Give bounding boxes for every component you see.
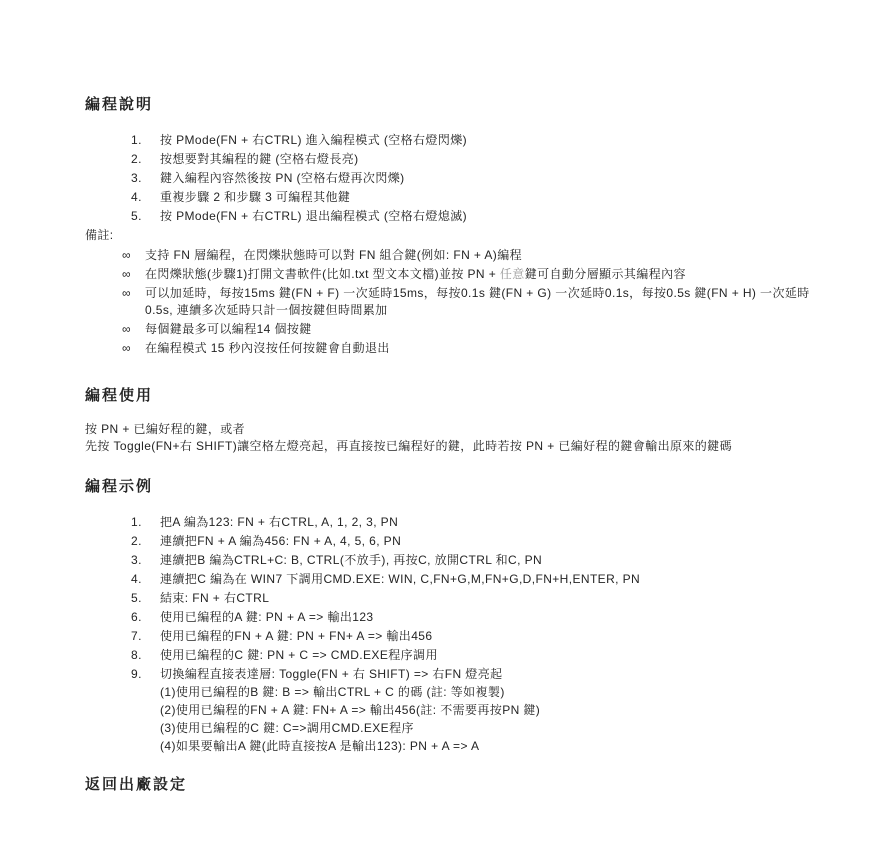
infinity-bullet-icon: ∞ — [122, 248, 131, 262]
list-number: 3. — [131, 553, 142, 567]
notes-list — [85, 247, 815, 357]
list-number: 7. — [131, 629, 142, 643]
instruction-steps-list — [85, 133, 815, 223]
list-item — [131, 610, 815, 624]
note-text — [145, 266, 815, 283]
list-text: 把A 編為123: FN + 右CTRL, A, 1, 2, 3, PN — [160, 515, 399, 529]
list-number: 2. — [131, 152, 142, 166]
list-item — [122, 285, 815, 319]
list-number: 8. — [131, 648, 142, 662]
list-text: 按 PMode(FN + 右CTRL) 退出編程模式 (空格右燈熄滅) — [160, 209, 468, 223]
example-steps-list — [85, 515, 815, 755]
list-item — [131, 667, 815, 755]
list-item — [131, 190, 815, 204]
usage-line: 先按 Toggle(FN+右 SHIFT)讓空格左燈亮起，再直接按已編程好的鍵，此時若按 PN + 已編好程的鍵會輸出原來的鍵碼 — [85, 439, 732, 453]
list-number: 1. — [131, 133, 142, 147]
list-text: 重複步驟 2 和步驟 3 可編程其他鍵 — [160, 190, 351, 204]
list-number: 3. — [131, 171, 142, 185]
usage-section — [85, 388, 815, 455]
infinity-bullet-icon: ∞ — [122, 286, 131, 300]
list-item — [131, 133, 815, 147]
list-text: 使用已編程的A 鍵: PN + A => 輸出123 — [160, 610, 374, 624]
list-number: 9. — [131, 667, 142, 681]
list-number: 2. — [131, 534, 142, 548]
infinity-bullet-icon: ∞ — [122, 267, 131, 281]
note-text: 在編程模式 15 秒內沒按任何按鍵會自動退出 — [145, 341, 390, 355]
list-item — [131, 534, 815, 548]
sub-step-line: (2)使用已編程的FN + A 鍵: FN+ A => 輸出456(註: 不需要再按PN 鍵) — [160, 703, 541, 717]
note-text-muted-segment: 任意 — [499, 267, 525, 281]
example-sub-steps — [160, 683, 815, 755]
section-title-programming-examples: 編程示例 — [85, 478, 154, 495]
list-text: 連續把FN + A 編為456: FN + A, 4, 5, 6, PN — [160, 534, 402, 548]
infinity-bullet-icon: ∞ — [122, 341, 131, 355]
usage-line: 按 PN + 已編好程的鍵，或者 — [85, 422, 246, 436]
list-text: 連續把C 編為在 WIN7 下調用CMD.EXE: WIN, C,FN+G,M,FN+G,D,FN+H,ENTER, PN — [160, 572, 641, 586]
factory-reset-section — [85, 777, 815, 793]
list-text: 結束: FN + 右CTRL — [160, 591, 270, 605]
list-item — [131, 171, 815, 185]
list-number: 5. — [131, 209, 142, 223]
note-text-segment: 鍵可自動分層顯示其編程內容 — [524, 267, 686, 281]
note-text: 每個鍵最多可以編程14 個按鍵 — [145, 322, 312, 336]
list-item — [122, 247, 815, 264]
list-text: 連續把B 編為CTRL+C: B, CTRL(不放手), 再按C, 放開CTRL 和C, PN — [160, 553, 543, 567]
list-text-line: 切換編程直接表達層: Toggle(FN + 右 SHIFT) => 右FN 燈亮起 — [160, 667, 503, 681]
section-title-programming-usage: 編程使用 — [85, 387, 154, 404]
list-item — [131, 572, 815, 586]
list-item — [131, 629, 815, 643]
examples-section — [85, 479, 815, 755]
list-number: 1. — [131, 515, 142, 529]
list-item — [122, 321, 815, 338]
list-number: 4. — [131, 572, 142, 586]
sub-step-line: (1)使用已編程的B 鍵: B => 輸出CTRL + C 的碼 (註: 等如複製) — [160, 685, 505, 699]
list-item — [131, 591, 815, 605]
section-title-factory-reset: 返回出廠設定 — [85, 776, 188, 793]
list-number: 5. — [131, 591, 142, 605]
sub-step-line: (3)使用已編程的C 鍵: C=>調用CMD.EXE程序 — [160, 721, 414, 735]
list-item — [131, 648, 815, 662]
list-item — [131, 553, 815, 567]
list-item — [122, 266, 815, 283]
list-item — [131, 152, 815, 166]
list-text: 按想要對其編程的鍵 (空格右燈長亮) — [160, 152, 359, 166]
list-item — [131, 209, 815, 223]
list-text: 鍵入編程內容然後按 PN (空格右燈再次閃爍) — [160, 171, 405, 185]
section-title-programming-instructions: 編程說明 — [85, 96, 154, 113]
list-number: 4. — [131, 190, 142, 204]
list-text: 使用已編程的C 鍵: PN + C => CMD.EXE程序調用 — [160, 648, 438, 662]
list-number: 6. — [131, 610, 142, 624]
sub-step-line: (4)如果要輸出A 鍵(此時直接按A 是輸出123): PN + A => A — [160, 739, 480, 753]
list-item — [122, 340, 815, 357]
usage-paragraph — [85, 421, 815, 455]
list-text — [160, 667, 815, 755]
list-text: 按 PMode(FN + 右CTRL) 進入編程模式 (空格右燈閃爍) — [160, 133, 468, 147]
infinity-bullet-icon: ∞ — [122, 322, 131, 336]
note-text: 可以加延時，每按15ms 鍵(FN + F) 一次延時15ms，每按0.1s 鍵(FN + G) 一次延時0.1s，每按0.5s 鍵(FN + H) 一次延時0.5s, 連續多次延時只計一個按鍵但時間累加 — [145, 286, 810, 317]
note-text-segment: 在閃爍狀態(步驟1)打開文書軟件(比如.txt 型文本文檔)並按 PN + — [145, 267, 500, 281]
notes-label: 備註: — [85, 228, 114, 242]
list-text: 使用已編程的FN + A 鍵: PN + FN+ A => 輸出456 — [160, 629, 433, 643]
note-text: 支持 FN 層編程，在閃爍狀態時可以對 FN 組合鍵(例如: FN + A)編程 — [145, 248, 523, 262]
list-item — [131, 515, 815, 529]
